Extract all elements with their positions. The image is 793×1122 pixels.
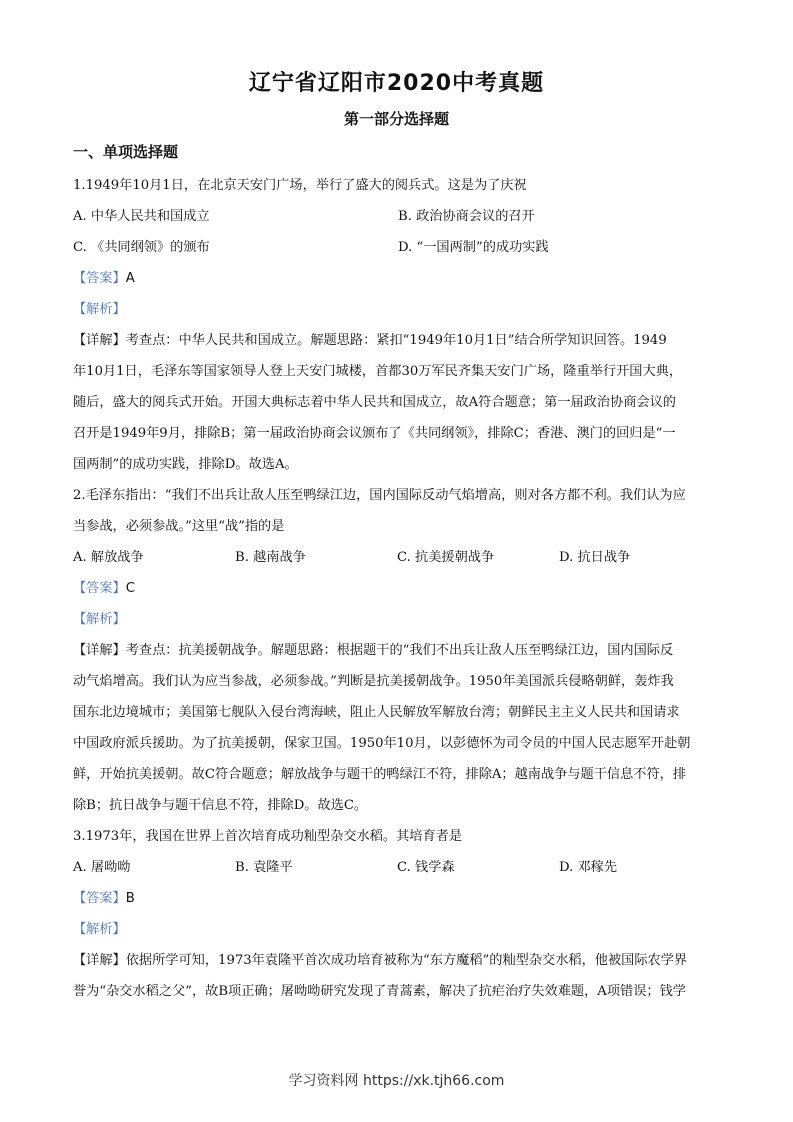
page-title: 辽宁省辽阳市2020中考真题 (248, 71, 545, 96)
detail-line: 中国政府派兵援助。为了抗美援朝，保家卫国。1950年10月，以彭德怀为司令员的中国人民志愿军开赴朝 (73, 736, 691, 751)
answer-label: 【答案】 (73, 271, 126, 286)
question-2 (73, 480, 723, 821)
detail-line: 国东北边境城市；美国第七舰队入侵台湾海峡，阻止人民解放军解放台湾；朝鲜民主主义人民共和国请求 (73, 705, 680, 720)
option-b: B. 袁隆平 (235, 860, 293, 875)
option-b: B. 越南战争 (235, 550, 306, 565)
analysis-label: 【解析】 (73, 302, 126, 317)
option-c: C. 《共同纲领》的颁布 (73, 240, 210, 255)
detail-line: 动气焰增高。我们认为应当参战，必须参战。”判断是抗美援朝战争。1950年美国派兵侵略朝鲜，轰炸我 (73, 674, 674, 689)
part-subtitle: 第一部分选择题 (343, 110, 449, 128)
answer-value: B (125, 891, 135, 906)
question-stem: 1.1949年10月1日，在北京天安门广场，举行了盛大的阅兵式。这是为了庆祝 (73, 178, 527, 193)
detail-line: 誉为“杂交水稻之父”，故B项正确；屠呦呦研究发现了青蒿素，解决了抗疟治疗失效难题，A项错误；钱学 (73, 984, 686, 999)
answer-value: C (125, 581, 135, 596)
option-a: A. 屠呦呦 (73, 860, 131, 875)
analysis-label: 【解析】 (73, 612, 126, 627)
detail-line: 除B；抗日战争与题干信息不符，排除D。故选C。 (73, 798, 368, 813)
analysis-label: 【解析】 (73, 922, 126, 937)
answer-label: 【答案】 (73, 891, 126, 906)
option-d: D. “一国两制”的成功实践 (398, 240, 549, 255)
question-1 (73, 170, 723, 480)
detail-line: 【详解】依据所学可知，1973年袁隆平首次成功培育被称为“东方魔稻”的籼型杂交水稻，他被国际农学界 (73, 953, 688, 968)
option-row (73, 232, 723, 263)
question-3 (73, 821, 723, 1007)
option-row (73, 201, 723, 232)
option-c: C. 钱学森 (397, 860, 455, 875)
footer-watermark: 学习资料网 https://xk.tjh66.com (288, 1073, 505, 1089)
question-stem: 3.1973年，我国在世界上首次培育成功籼型杂交水稻。其培育者是 (73, 829, 463, 844)
answer-line (73, 573, 723, 604)
detail-line: 年10月1日，毛泽东等国家领导人登上天安门城楼，首都30万军民齐集天安门广场，隆重举行开国大典， (73, 364, 683, 379)
detail-line: 【详解】考查点：抗美援朝战争。解题思路：根据题干的“我们不出兵让敌人压至鸭绿江边，国内国际反 (73, 643, 674, 658)
option-c: C. 抗美援朝战争 (397, 550, 495, 565)
option-a: A. 中华人民共和国成立 (73, 209, 210, 224)
detail-line: 【详解】考查点：中华人民共和国成立。解题思路：紧扣“1949年10月1日”结合所学知识回答。1949 (73, 333, 667, 348)
question-list (73, 170, 723, 1007)
answer-label: 【答案】 (73, 581, 126, 596)
detail-line: 鲜，开始抗美援朝。故C符合题意；解放战争与题干的鸭绿江不符，排除A；越南战争与题干信息不符，排 (73, 767, 687, 782)
answer-value: A (125, 271, 135, 286)
option-row (73, 542, 723, 573)
answer-line (73, 883, 723, 914)
option-row (73, 852, 723, 883)
option-b: B. 政治协商会议的召开 (398, 209, 535, 224)
section-heading: 一、单项选择题 (73, 143, 179, 161)
answer-line (73, 263, 723, 294)
question-stem: 当参战，必须参战。”这里“战”指的是 (73, 519, 285, 534)
option-d: D. 抗日战争 (559, 550, 631, 565)
question-stem: 2.毛泽东指出：“我们不出兵让敌人压至鸭绿江边，国内国际反动气焰增高，则对各方都不利。我们认为应 (73, 488, 686, 503)
option-a: A. 解放战争 (73, 550, 144, 565)
option-d: D. 邓稼先 (559, 860, 618, 875)
detail-line: 国两制”的成功实践，排除D。故选A。 (73, 457, 298, 472)
detail-line: 随后，盛大的阅兵式开始。开国大典标志着中华人民共和国成立，故A符合题意；第一届政治协商会议的 (73, 395, 676, 410)
detail-line: 召开是1949年9月，排除B；第一届政治协商会议颁布了《共同纲领》，排除C；香港、澳门的回归是“一 (73, 426, 676, 441)
